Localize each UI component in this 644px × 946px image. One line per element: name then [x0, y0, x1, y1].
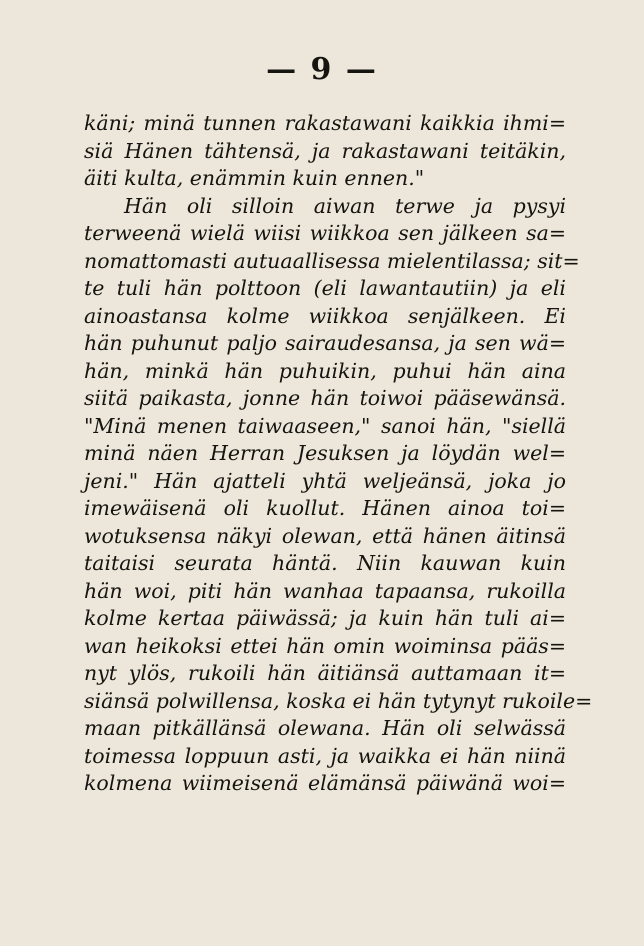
text-line: ainoastansa kolme wiikkoa senjälkeen. Ei — [84, 303, 566, 328]
text-line: kolme kertaa päiwässä; ja kuin hän tuli ai= — [84, 606, 566, 630]
page-number: — 9 — — [266, 52, 378, 87]
text-line: toimessa loppuun asti, ja waikka ei hän niinä — [84, 743, 566, 768]
text-line: taitaisi seurata häntä. Niin kauwan kuin — [84, 551, 566, 575]
text-line: siitä paikasta, jonne hän toiwoi pääsewänsä. — [84, 386, 566, 410]
text-line: siänsä polwillensa, koska ei hän tytynyt rukoile= — [84, 688, 593, 713]
text-line: nomattomasti autuaallisessa mielentilassa; sit= — [84, 248, 580, 273]
text-line: Hän oli silloin aiwan terwe ja pysyi — [124, 193, 566, 218]
text-line: siä Hänen tähtensä, ja rakastawani teitäkin, — [84, 138, 566, 163]
text-line: imewäisenä oli kuollut. Hänen ainoa toi= — [84, 496, 566, 520]
text-line: maan pitkällänsä olewana. Hän oli selwässä — [84, 716, 566, 740]
text-line: "Minä menen taiwaaseen," sanoi hän, "siellä — [84, 413, 566, 438]
text-line: terweenä wielä wiisi wiikkoa sen jälkeen sa= — [84, 221, 566, 245]
text-line: hän, minkä hän puhuikin, puhui hän aina — [84, 358, 566, 383]
text-line: hän woi, piti hän wanhaa tapaansa, rukoilla — [84, 578, 566, 603]
text-line: käni; minä tunnen rakastawani kaikkia ihmi= — [84, 111, 566, 135]
text-line: minä näen Herran Jesuksen ja löydän wel= — [84, 441, 566, 465]
text-line: wotuksensa näkyi olewan, että hänen äitinsä — [84, 523, 566, 548]
text-line: nyt ylös, rukoili hän äitiänsä auttamaan it= — [84, 661, 566, 685]
text-line: te tuli hän polttoon (eli lawantautiin) ja eli — [84, 276, 566, 300]
text-line: hän puhunut paljo sairaudesansa, ja sen wä= — [84, 331, 566, 355]
text-line: wan heikoksi ettei hän omin woiminsa pääs= — [84, 633, 566, 658]
text-line: äiti kulta, enämmin kuin ennen." — [84, 166, 425, 190]
body-text — [84, 110, 593, 798]
text-line: jeni." Hän ajatteli yhtä weljeänsä, joka jo — [84, 468, 566, 493]
text-line: kolmena wiimeisenä elämänsä päiwänä woi= — [84, 771, 566, 795]
